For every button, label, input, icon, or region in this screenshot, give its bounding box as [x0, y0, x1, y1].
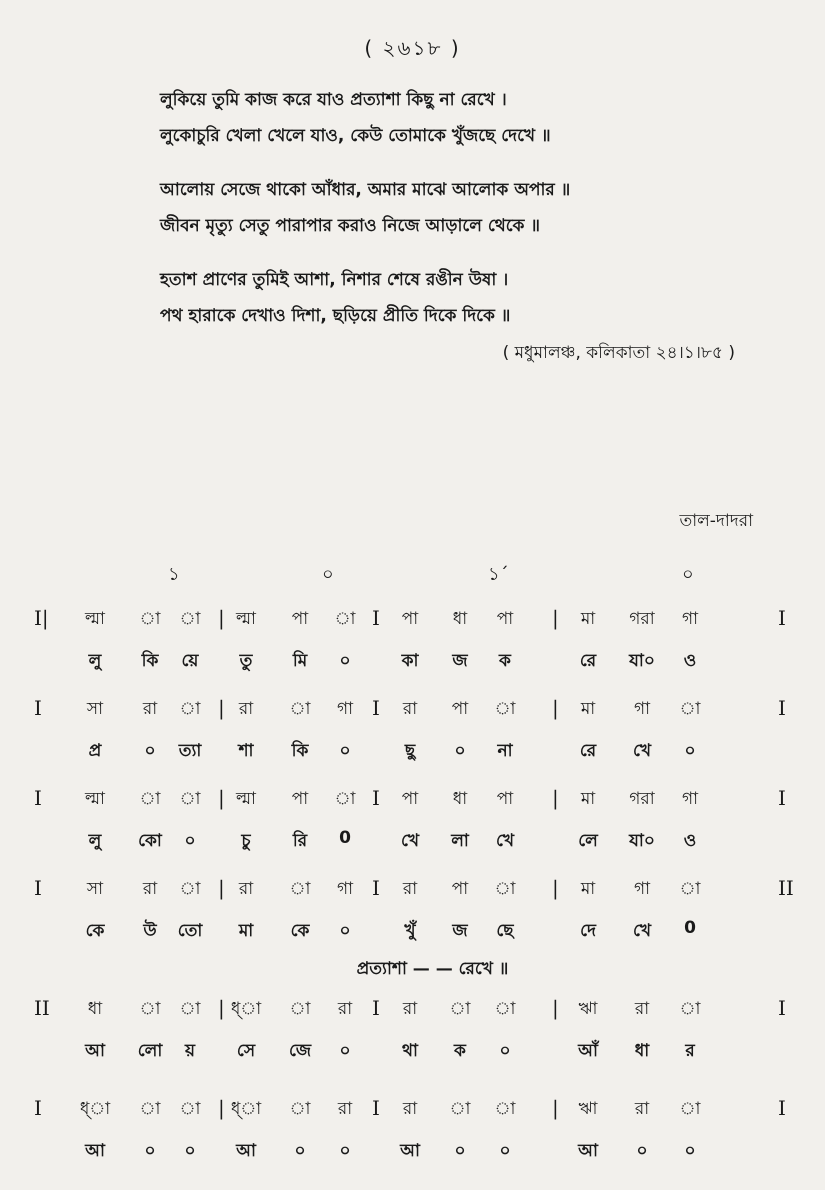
swar-note: ল্মা: [236, 609, 256, 629]
swar-note: রা: [634, 999, 650, 1019]
notation-lyric-row: [0, 738, 825, 778]
lyric-syllable: মা: [238, 921, 254, 941]
bar-line: I: [372, 696, 380, 720]
notation-swar-row: [0, 696, 825, 736]
lyric-syllable: জে: [288, 1041, 312, 1061]
swar-note: পা: [401, 789, 419, 809]
bar-line: |: [552, 1096, 559, 1120]
lyric-syllable: ০: [184, 831, 196, 851]
lyric-syllable: ০: [339, 1141, 351, 1161]
swar-note: গরা: [629, 609, 655, 629]
swar-note: গা: [336, 699, 354, 719]
lyric-syllable: ০: [499, 1141, 511, 1161]
swar-note: ধা: [87, 999, 103, 1019]
bar-line: I: [372, 606, 380, 630]
swar-note: া: [679, 879, 701, 899]
bar-line: |: [552, 696, 559, 720]
swar-note: ঋা: [578, 999, 598, 1019]
notation-lyric-row: [0, 648, 825, 688]
lyric-syllable: আ: [85, 1041, 105, 1061]
swar-note: া: [289, 999, 311, 1019]
swar-note: া: [289, 879, 311, 899]
swar-note: ধ্া: [79, 1099, 111, 1119]
lyric-syllable: লে: [578, 831, 598, 851]
lyric-syllable: ক: [454, 1041, 466, 1061]
swar-note: রা: [402, 879, 418, 899]
bar-line: I: [34, 696, 42, 720]
swar-note: া: [334, 609, 356, 629]
lyric-syllable: ০: [499, 1041, 511, 1061]
swar-note: রা: [337, 1099, 353, 1119]
lyric-syllable: লো: [137, 1041, 163, 1061]
lyric-syllable: মি: [292, 651, 308, 671]
bar-line: |: [218, 696, 225, 720]
poem-stanza: [160, 82, 800, 154]
swar-note: মা: [580, 699, 596, 719]
bar-line: |: [552, 606, 559, 630]
swar-note: া: [289, 1099, 311, 1119]
swar-note: গা: [633, 699, 651, 719]
poem-line: লুকিয়ে তুমি কাজ করে যাও প্রত্যাশা কিছু না রেখে ।: [160, 90, 507, 110]
swar-note: রা: [337, 999, 353, 1019]
swar-note: সা: [86, 879, 104, 899]
bar-line: |: [218, 876, 225, 900]
swar-note: ল্মা: [85, 609, 105, 629]
swar-note: ধ্া: [230, 999, 262, 1019]
bar-line: II: [34, 996, 50, 1020]
bar-line: |: [552, 996, 559, 1020]
poem-stanza: [160, 262, 800, 334]
swar-note: পা: [496, 609, 514, 629]
lyric-syllable: ০: [454, 1141, 466, 1161]
lyric-syllable: ও: [683, 831, 697, 851]
swar-note: া: [289, 699, 311, 719]
bar-line: I: [778, 696, 786, 720]
bar-line: I: [778, 606, 786, 630]
lyric-syllable: শা: [238, 741, 254, 761]
lyric-syllable: আ: [578, 1141, 598, 1161]
swar-note: মা: [580, 609, 596, 629]
swar-note: গরা: [629, 789, 655, 809]
swar-note: রা: [634, 1099, 650, 1119]
swar-note: া: [179, 699, 201, 719]
swar-note: ল্মা: [236, 789, 256, 809]
poem-line: হতাশ প্রাণের তুমিই আশা, নিশার শেষে রঙীন উষা ।: [160, 270, 509, 290]
page-number: ( ২৬১৮ ): [364, 36, 461, 60]
swar-note: পা: [451, 699, 469, 719]
swar-note: া: [179, 609, 201, 629]
swar-note: রা: [238, 699, 254, 719]
swar-note: া: [139, 999, 161, 1019]
swar-note: গা: [336, 879, 354, 899]
lyric-syllable: রি: [292, 831, 308, 851]
bar-line: |: [552, 786, 559, 810]
swar-note: া: [334, 789, 356, 809]
swar-note: া: [449, 1099, 471, 1119]
swar-note: রা: [142, 879, 158, 899]
lyric-syllable: ০: [339, 1041, 351, 1061]
bar-line: I: [372, 876, 380, 900]
lyric-syllable: য়ে: [181, 651, 199, 671]
bar-line: I: [34, 876, 42, 900]
notation-lyric-row: [0, 828, 825, 868]
swar-note: পা: [496, 789, 514, 809]
bar-line: |: [218, 996, 225, 1020]
bar-line: I: [778, 786, 786, 810]
poem-line: লুকোচুরি খেলা খেলে যাও, কেউ তোমাকে খুঁজছে দেখে ॥: [160, 126, 551, 146]
swar-note: পা: [401, 609, 419, 629]
lyric-syllable: ও: [683, 651, 697, 671]
lyric-syllable: ছু: [404, 741, 416, 761]
lyric-syllable: 0: [684, 918, 696, 938]
credit-line: ( মধুমালঞ্চ, কলিকাতা ২৪।১।৮৫ ): [502, 343, 735, 363]
lyric-syllable: চু: [241, 831, 251, 851]
lyric-syllable: ০: [144, 741, 156, 761]
bar-line: I: [372, 1096, 380, 1120]
lyric-syllable: আ: [85, 1141, 105, 1161]
lyric-syllable: লা: [451, 831, 469, 851]
swar-note: া: [679, 1099, 701, 1119]
lyric-syllable: ০: [454, 741, 466, 761]
bar-line: I: [372, 786, 380, 810]
lyric-syllable: লু: [88, 831, 102, 851]
lyric-syllable: উ: [143, 921, 157, 941]
bar-line: I: [372, 996, 380, 1020]
swar-note: া: [179, 1099, 201, 1119]
lyric-syllable: কে: [290, 921, 310, 941]
bar-line: I: [778, 1096, 786, 1120]
bar-line: I|: [34, 606, 49, 630]
lyric-syllable: ০: [184, 1141, 196, 1161]
swar-note: া: [494, 879, 516, 899]
lyric-syllable: ক: [499, 651, 511, 671]
refrain-line: প্রত্যাশা — — রেখে ॥: [356, 959, 509, 979]
swar-note: া: [179, 789, 201, 809]
swar-note: পা: [291, 789, 309, 809]
lyric-syllable: খুঁ: [404, 921, 416, 941]
lyric-syllable: ০: [684, 1141, 696, 1161]
lyric-syllable: লু: [88, 651, 102, 671]
lyric-syllable: ০: [636, 1141, 648, 1161]
swar-note: মা: [580, 879, 596, 899]
swar-note: া: [139, 789, 161, 809]
beat-marker: ০: [682, 564, 694, 585]
poem-stanza: [160, 172, 800, 244]
swar-note: রা: [238, 879, 254, 899]
swar-note: রা: [402, 699, 418, 719]
poem-line: আলোয় সেজে থাকো আঁধার, অমার মাঝে আলোক অপার ॥: [160, 180, 571, 200]
beat-marker: ০: [322, 564, 334, 585]
beat-marker: ১: [168, 564, 180, 585]
swar-note: ঋা: [578, 1099, 598, 1119]
bar-line: II: [778, 876, 794, 900]
swar-note: গা: [681, 789, 699, 809]
lyric-syllable: আ: [400, 1141, 420, 1161]
bar-line: |: [218, 786, 225, 810]
poem: [160, 82, 800, 352]
bar-line: |: [552, 876, 559, 900]
swar-note: া: [139, 609, 161, 629]
bar-line: I: [778, 996, 786, 1020]
notation-lyric-row: [0, 918, 825, 958]
swar-note: ধা: [452, 789, 468, 809]
lyric-syllable: ০: [684, 741, 696, 761]
lyric-syllable: আ: [236, 1141, 256, 1161]
swar-note: রা: [402, 999, 418, 1019]
swar-note: ধ্া: [230, 1099, 262, 1119]
lyric-syllable: ০: [339, 921, 351, 941]
lyric-syllable: যা০: [629, 831, 655, 851]
lyric-syllable: খে: [632, 921, 652, 941]
lyric-syllable: সে: [236, 1041, 256, 1061]
swar-note: া: [679, 999, 701, 1019]
lyric-syllable: জ: [452, 921, 468, 941]
swar-note: গা: [633, 879, 651, 899]
bar-line: I: [34, 1096, 42, 1120]
bar-line: |: [218, 1096, 225, 1120]
lyric-syllable: থা: [402, 1041, 418, 1061]
taal-label: তাল-দাদরা: [679, 511, 753, 531]
lyric-syllable: ০: [339, 741, 351, 761]
bar-line: |: [218, 606, 225, 630]
swar-note: া: [449, 999, 471, 1019]
notation-lyric-row: [0, 1038, 825, 1078]
poem-line: পথ হারাকে দেখাও দিশা, ছড়িয়ে প্রীতি দিকে দিকে ॥: [160, 306, 511, 326]
lyric-syllable: খে: [632, 741, 652, 761]
lyric-syllable: কি: [141, 651, 159, 671]
notation-swar-row: [0, 606, 825, 646]
lyric-syllable: যা০: [629, 651, 655, 671]
swar-note: গা: [681, 609, 699, 629]
lyric-syllable: খে: [495, 831, 515, 851]
swar-note: মা: [580, 789, 596, 809]
lyric-syllable: য়: [184, 1041, 195, 1061]
lyric-syllable: র: [685, 1041, 695, 1061]
notation-swar-row: [0, 996, 825, 1036]
swar-note: ল্মা: [85, 789, 105, 809]
lyric-syllable: ত্যা: [178, 741, 202, 761]
lyric-syllable: তো: [177, 921, 203, 941]
lyric-syllable: তু: [239, 651, 253, 671]
swar-note: সা: [86, 699, 104, 719]
swar-note: রা: [402, 1099, 418, 1119]
lyric-syllable: কা: [401, 651, 419, 671]
lyric-syllable: 0: [339, 828, 351, 848]
swar-note: া: [139, 1099, 161, 1119]
beat-markers: [0, 560, 825, 590]
lyric-syllable: কে: [85, 921, 105, 941]
lyric-syllable: কি: [291, 741, 309, 761]
swar-note: া: [679, 699, 701, 719]
notation-lyric-row: [0, 1138, 825, 1178]
lyric-syllable: রে: [579, 741, 597, 761]
notation-swar-row: [0, 786, 825, 826]
notation-swar-row: [0, 876, 825, 916]
lyric-syllable: ০: [144, 1141, 156, 1161]
swar-note: া: [494, 999, 516, 1019]
lyric-syllable: ০: [339, 651, 351, 671]
swar-note: া: [179, 999, 201, 1019]
notation-swar-row: [0, 1096, 825, 1136]
swar-note: া: [494, 1099, 516, 1119]
lyric-syllable: দে: [580, 921, 596, 941]
swar-note: া: [494, 699, 516, 719]
bar-line: I: [34, 786, 42, 810]
swar-note: পা: [291, 609, 309, 629]
lyric-syllable: না: [497, 741, 513, 761]
lyric-syllable: ছে: [496, 921, 514, 941]
lyric-syllable: ধা: [634, 1041, 650, 1061]
beat-marker: ১´: [488, 564, 509, 585]
swar-note: ধা: [452, 609, 468, 629]
poem-line: জীবন মৃত্যু সেতু পারাপার করাও নিজে আড়ালে থেকে ॥: [160, 216, 540, 236]
lyric-syllable: প্র: [88, 741, 102, 761]
lyric-syllable: কো: [138, 831, 162, 851]
lyric-syllable: ০: [294, 1141, 306, 1161]
lyric-syllable: রে: [579, 651, 597, 671]
lyric-syllable: খে: [400, 831, 420, 851]
lyric-syllable: আঁ: [578, 1041, 598, 1061]
swar-note: পা: [451, 879, 469, 899]
swar-note: রা: [142, 699, 158, 719]
swar-note: া: [179, 879, 201, 899]
lyric-syllable: জ: [452, 651, 468, 671]
